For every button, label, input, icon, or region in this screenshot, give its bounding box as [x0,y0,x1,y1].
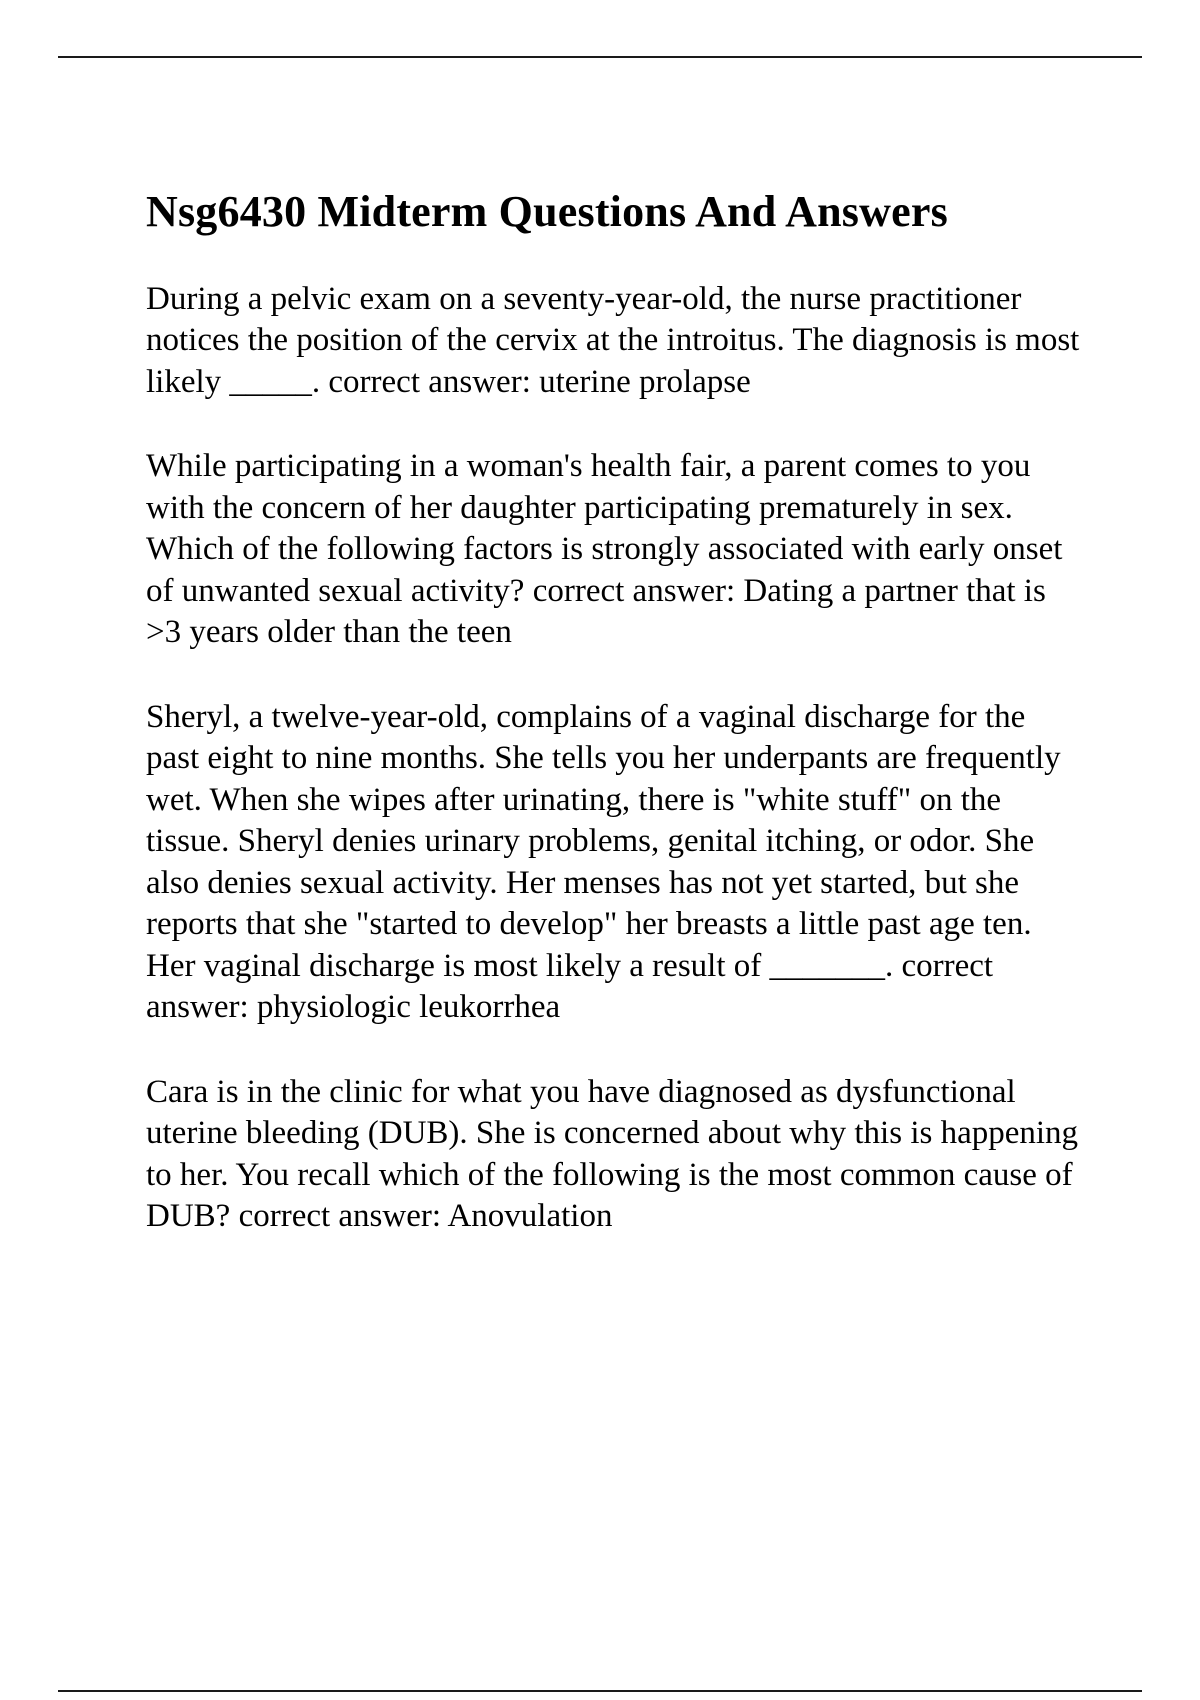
document-title: Nsg6430 Midterm Questions And Answers [146,187,948,236]
bottom-rule [58,1690,1142,1692]
question-answer-1: During a pelvic exam on a seventy-year-old, the nurse practitioner notices the position of the cervix at the introitus. The diagnosis is most likely _____. correct answer: uterine prolapse [146,280,1080,400]
question-answer-4: Cara is in the clinic for what you have diagnosed as dysfunctional uterine bleeding (DUB). She is concerned about why this is happening to her. You recall which of the following is the most common cause of DUB? correct answer: Anovulation [146,1073,1079,1235]
question-answer-2: While participating in a woman's health fair, a parent comes to you with the concern of her daughter participating prematurely in sex. Which of the following factors is strongly associated with early onset of unwanted sexual activity? correct answer: Dating a partner that is >3 years older than the teen [146,448,1063,651]
question-answer-3: Sheryl, a twelve-year-old, complains of a vaginal discharge for the past eight to nine months. She tells you her underpants are frequently wet. When she wipes after urinating, there is "white stuff" on the tissue. Sheryl denies urinary problems, genital itching, or odor. She also denies sexual activity. Her menses has not yet started, but she reports that she "started to develop" her breasts a little past age ten. Her vaginal discharge is most likely a result of _______. correct answer: physiologic leukorrhea [146,698,1061,1026]
top-rule [58,56,1142,58]
document-body [146,186,1086,1281]
